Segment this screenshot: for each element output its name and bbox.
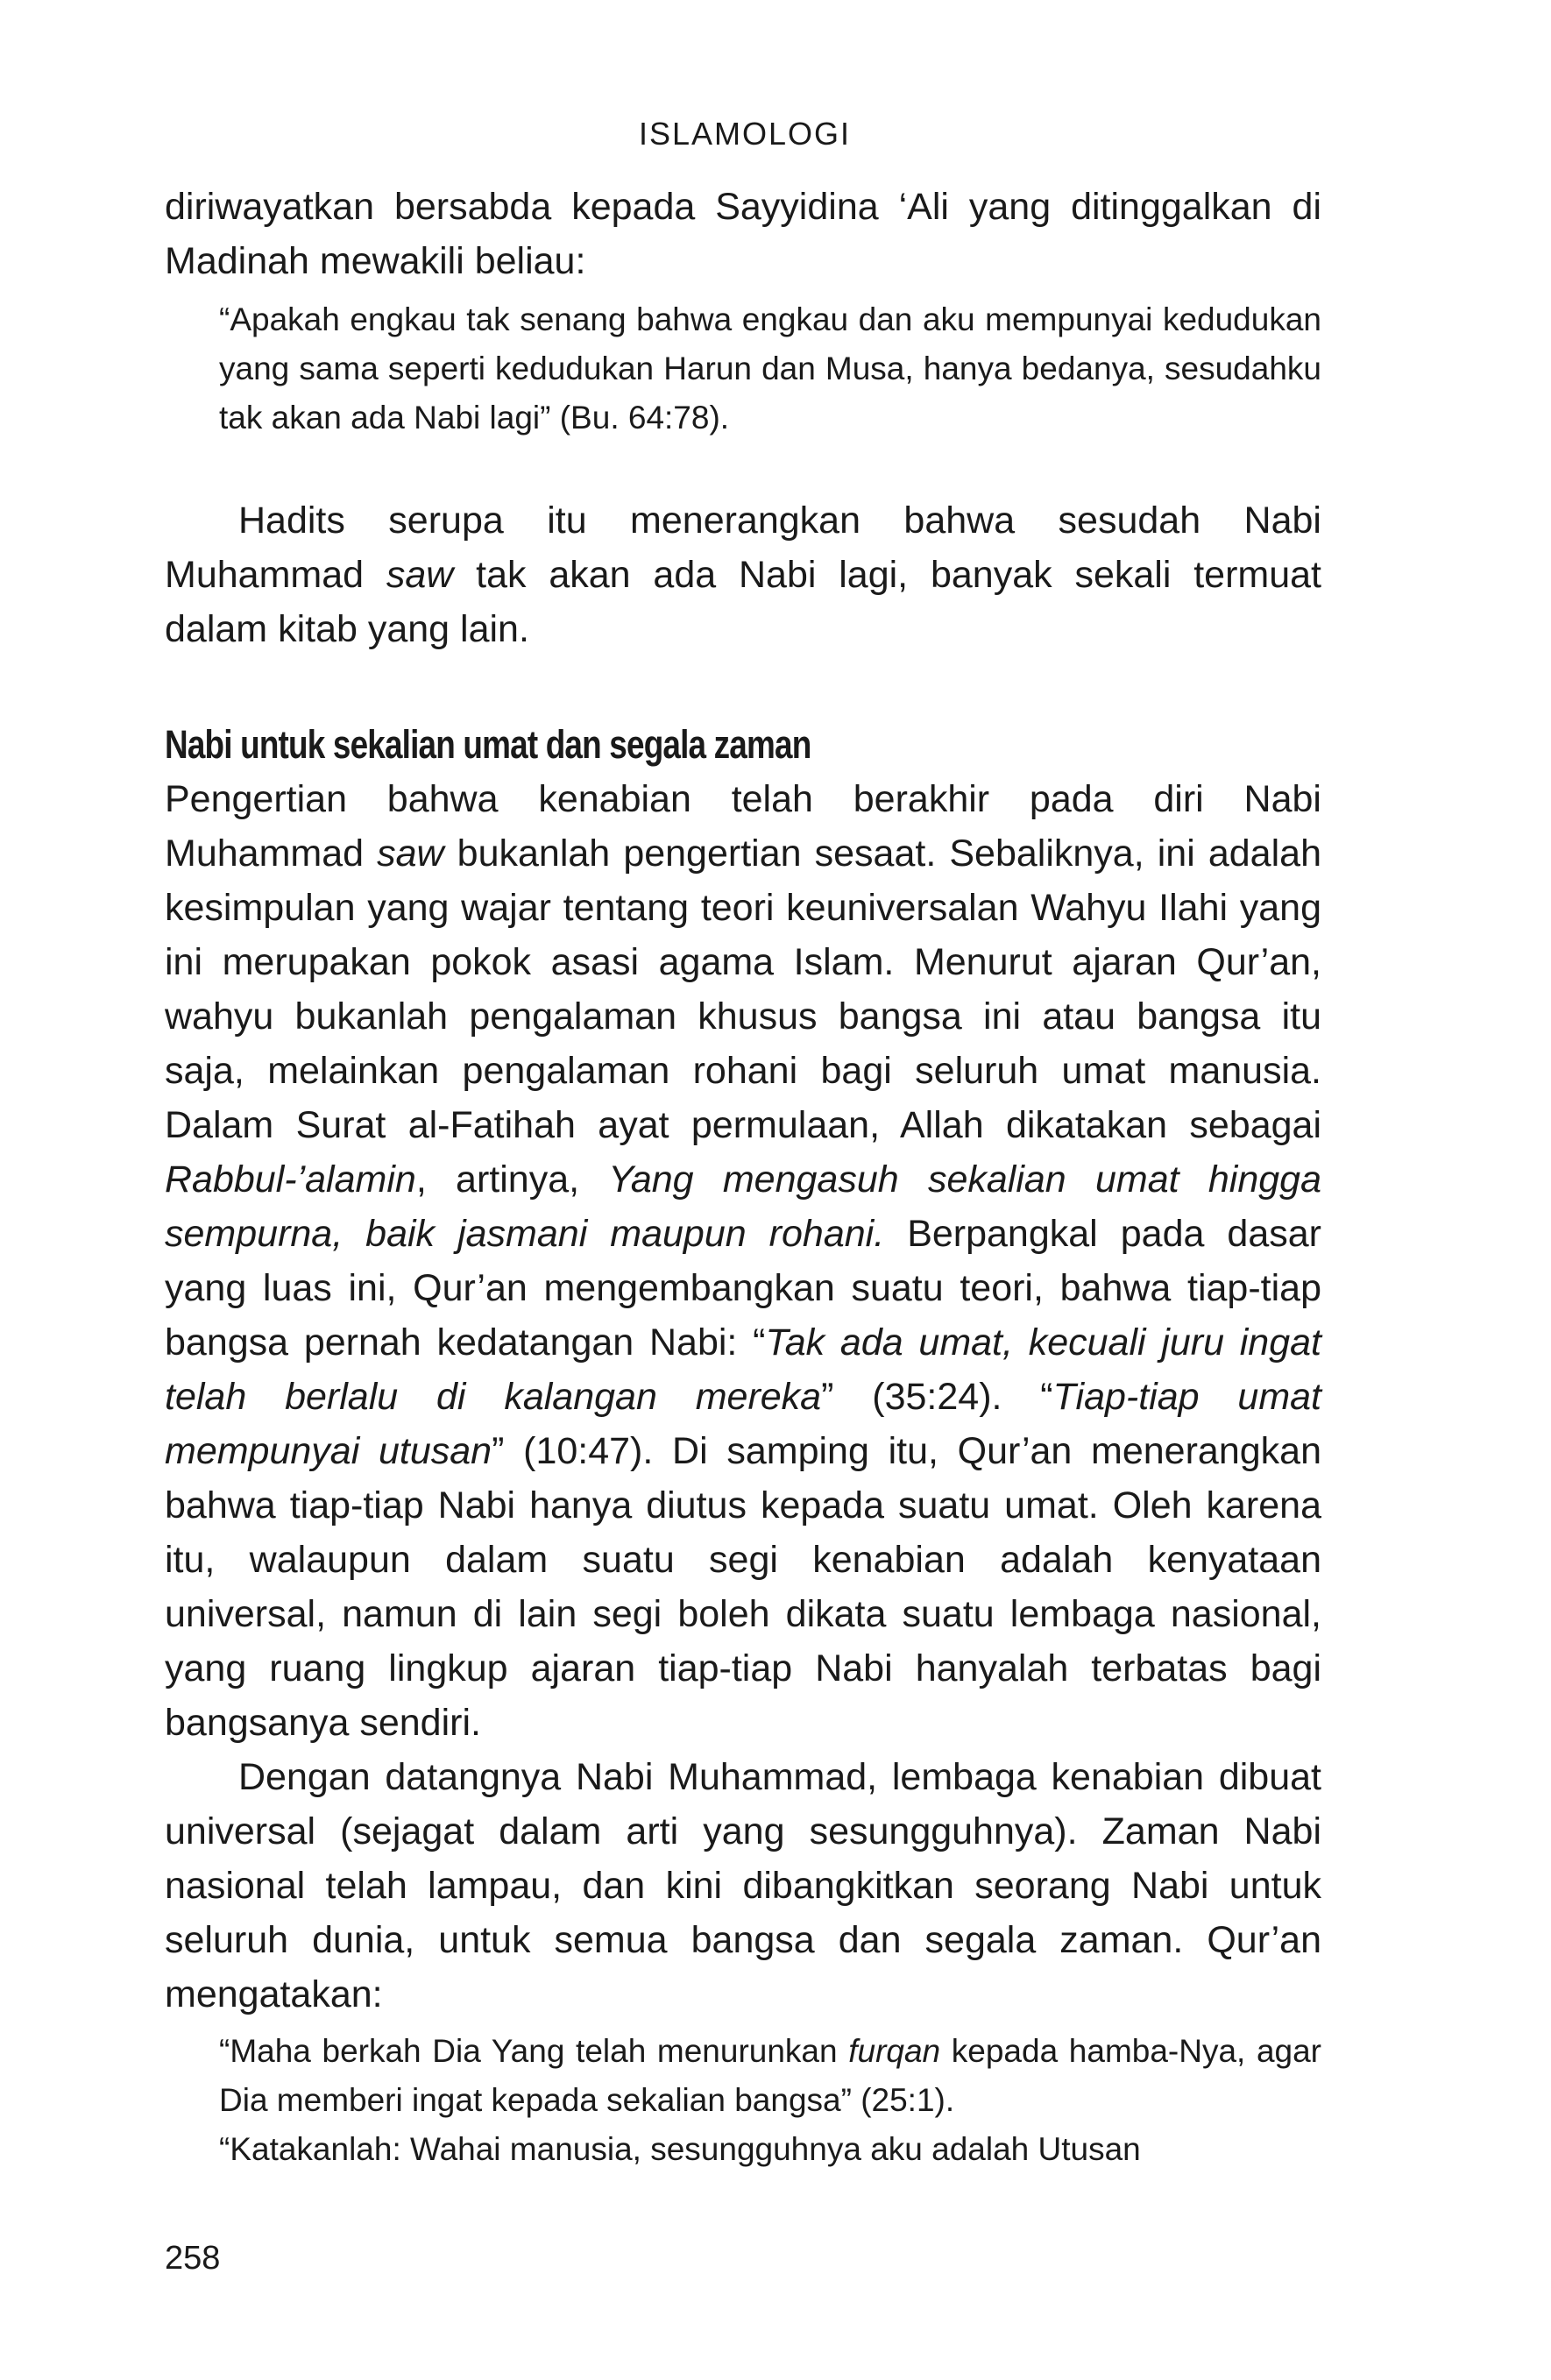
hadith-quote: “Apakah engkau tak senang bahwa engkau dan aku mempunyai kedudukan yang sama seperti kedudukan Harun dan Musa, hanya bedanya, sesudahku tak akan ada Nabi lagi” (Bu. 64:78).	[219, 301, 1321, 436]
section-paragraph-1: Pengertian bahwa kenabian telah berakhir pada diri Nabi Muhammad saw bukanlah pengertian sesaat. Sebaliknya, ini adalah kesimpulan yang wajar tentang teori keuniversalan Wahyu Ilahi yang ini merupakan pokok asasi agama Islam. Menurut ajaran Qur’an, wahyu bukanlah pengalaman khusus bangsa ini atau bangsa itu saja, melainkan pengalaman rohani bagi seluruh umat manusia. Dalam Surat al-Fatihah ayat permulaan, Allah dikatakan sebagai Rabbul-’alamin, artinya, Yang mengasuh sekalian umat hingga sempurna, baik jasmani maupun rohani. Berpangkal pada dasar yang luas ini, Qur’an mengembangkan suatu teori, bahwa tiap-tiap bangsa pernah kedatangan Nabi: “Tak ada umat, kecuali juru ingat telah berlalu di kalangan mereka” (35:24). “Tiap-tiap umat mempunyai utusan” (10:47). Di samping itu, Qur’an menerangkan bahwa tiap-tiap Nabi hanya diutus kepada suatu umat. Oleh karena itu, walaupun dalam suatu segi kenabian adalah kenyataan universal, namun di lain segi boleh dikata suatu lembaga nasional, yang ruang lingkup ajaran tiap-tiap Nabi hanyalah terbatas bagi bangsanya sendiri.	[165, 778, 1321, 1744]
quran-quote-next: “Katakanlah: Wahai manusia, sesungguhnya aku adalah Utusan	[219, 2131, 1141, 2167]
section-paragraph-2: Dengan datangnya Nabi Muhammad, lembaga kenabian dibuat universal (sejagat dalam arti yang sesungguhnya). Zaman Nabi nasional telah lampau, dan kini dibangkitkan seorang Nabi untuk seluruh dunia, untuk semua bangsa dan segala zaman. Qur’an mengatakan:	[165, 1756, 1321, 2015]
hadith-commentary: Hadits serupa itu menerangkan bahwa sesudah Nabi Muhammad saw tak akan ada Nabi lagi, banyak sekali termuat dalam kitab yang lain.	[165, 499, 1321, 650]
section-heading: Nabi untuk sekalian umat dan segala zaman	[165, 722, 811, 767]
page-number: 258	[165, 2240, 221, 2277]
quran-quote-25-1: “Maha berkah Dia Yang telah menurunkan furqan kepada hamba-Nya, agar Dia memberi ingat kepada sekalian bangsa” (25:1).	[219, 2033, 1322, 2118]
page-body	[165, 180, 1321, 2174]
running-header: ISLAMOLOGI	[638, 116, 852, 152]
intro-paragraph: diriwayatkan bersabda kepada Sayyidina ‘Ali yang ditinggalkan di Madinah mewakili beliau:	[165, 186, 1321, 282]
